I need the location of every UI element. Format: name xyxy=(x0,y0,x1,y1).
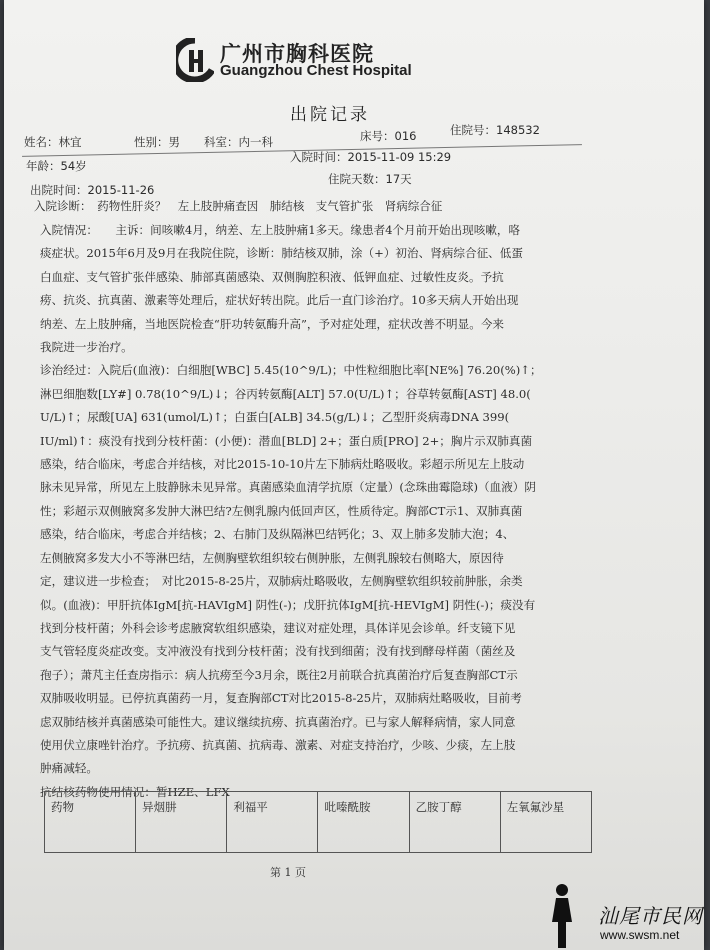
body-line: 孢子）；萧芃主任查房指示：病人抗痨至今3月余，既往2月前联合抗真菌治疗后复查胸部CT示 xyxy=(40,667,518,682)
inpatient-number: 住院号：148532 xyxy=(450,123,540,137)
tb-drug-table xyxy=(44,791,592,853)
body-line: 入院情况： 主诉：间咳嗽4月，纳差、左上肢肿痛1多天。缘患者4个月前开始出现咳嗽，咯 xyxy=(40,223,521,237)
body-line: 性；彩超示双侧腋窝多发肿大淋巴结?左侧乳腺内低回声区，性质待定。胸部CT示1、双肺真菌 xyxy=(40,503,523,518)
body-line: 痨、抗炎、抗真菌、激素等处理后，症状好转出院。此后一直门诊治疗。10多天病人开始出现 xyxy=(40,293,519,308)
body-line: 使用伏立康唑针治疗。予抗痨、抗真菌、抗病毒、激素、对症支持治疗，少咳、少痰，左上肢 xyxy=(40,737,516,752)
body-line: 找到分枝杆菌；外科会诊考虑腋窝软组织感染，建议对症处理，具体详见会诊单。纤支镜下见 xyxy=(40,620,516,635)
patient-name: 姓名：林宜 xyxy=(24,135,82,149)
body-line: 感染，结合临床，考虑合并结核，对比2015-10-10片左下肺病灶略吸收。彩超示所见左上肢动 xyxy=(40,457,525,472)
body-line: 淋巴细胞数[LY#] 0.78(10^9/L)↓；谷丙转氨酶[ALT] 57.0(U/L)↑；谷草转氨酶[AST] 48.0( xyxy=(40,386,531,401)
body-line: IU/ml)↑：痰没有找到分枝杆菌：(小便)：潜血[BLD] 2+；蛋白质[PRO] 2+；胸片示双肺真菌 xyxy=(40,433,533,448)
document-title: 出院记录 xyxy=(290,105,370,125)
table-row xyxy=(45,792,592,853)
hospital-name-en: Guangzhou Chest Hospital xyxy=(220,62,412,79)
body-line: 肿痛减轻。 xyxy=(40,761,98,776)
body-line: 我院进一步治疗。 xyxy=(40,340,133,355)
record-body xyxy=(40,219,586,804)
discharge-time: 出院时间：2015-11-26 xyxy=(30,183,155,197)
body-line: 左侧腋窝多发大小不等淋巴结，左侧胸壁软组织较右侧肿胀，左侧乳腺较右侧略大，原因待 xyxy=(40,550,504,565)
admit-time: 入院时间：2015-11-09 15:29 xyxy=(290,150,452,164)
body-line: 感染，结合临床，考虑合并结核；2、右肺门及纵隔淋巴结钙化；3、双上肺多发肺大泡；4、 xyxy=(40,527,515,542)
body-line: 纳差、左上肢肿痛，当地医院检查“肝功转氨酶升高”，予对症处理，症状改善不明显。今来 xyxy=(40,316,505,331)
body-line: 脉未见异常，所见左上肢静脉未见异常。真菌感染血清学抗原（定量）(念珠曲霉隐球)（血液）阴 xyxy=(40,480,536,495)
patient-dept: 科室：内一科 xyxy=(204,135,273,149)
patient-age: 年龄：54岁 xyxy=(26,159,87,173)
stay-days: 住院天数：17天 xyxy=(328,172,412,186)
patient-sex: 性别：男 xyxy=(134,135,180,149)
table-cell: 异烟肼 xyxy=(136,792,227,853)
tb-drug-usage: 抗结核药物使用情况：暂HZE、LFX xyxy=(40,784,230,799)
admission-diagnosis: 入院诊断： 药物性肝炎？ 左上肢肿痛查因 肺结核 支气管扩张 肾病综合征 xyxy=(34,199,443,213)
body-line: 诊治经过：入院后(血液)：白细胞[WBC] 5.45(10^9/L)；中性粒细胞比率[NE%] 76.20(%)↑； xyxy=(40,363,542,378)
body-line: 痰症状。2015年6月及9月在我院住院，诊断：肺结核双肺，涂（+）初治、肾病综合征、低蛋 xyxy=(40,246,523,261)
page-number: 第 1 页 xyxy=(270,866,306,879)
table-cell: 药物 xyxy=(45,792,136,853)
table-cell: 左氧氟沙星 xyxy=(500,792,591,853)
hospital-logo-icon xyxy=(176,38,214,82)
watermark-text: 汕尾市民网 xyxy=(598,904,703,928)
table-cell: 利福平 xyxy=(227,792,318,853)
body-line: 定，建议进一步检查； 对比2015-8-25片，双肺病灶略吸收，左侧胸壁软组织较前肿胀，余类 xyxy=(40,574,523,589)
body-line: 白血症、支气管扩张伴感染、肺部真菌感染、双侧胸腔积液、低钾血症、过敏性皮炎。予抗 xyxy=(40,269,504,284)
patient-bed: 床号：016 xyxy=(360,129,417,143)
body-line: 似。(血液)：甲肝抗体IgM[抗-HAVIgM] 阴性(-)；戊肝抗体IgM[抗-HEVIgM] 阴性(-)；痰没有 xyxy=(40,597,536,612)
hospital-name-cn: 广州市胸科医院 xyxy=(220,42,374,66)
watermark-url: www.swsm.net xyxy=(600,928,680,942)
table-cell: 乙胺丁醇 xyxy=(409,792,500,853)
table-cell: 吡嗪酰胺 xyxy=(318,792,409,853)
discharge-record-paper xyxy=(4,0,704,950)
body-line: 双肺吸收明显。已停抗真菌药一月，复查胸部CT对比2015-8-25片，双肺病灶略吸收，目前考 xyxy=(40,691,522,706)
body-line: U/L)↑；尿酸[UA] 631(umol/L)↑；白蛋白[ALB] 34.5(g/L)↓；乙型肝炎病毒DNA 399( xyxy=(40,410,510,425)
body-line: 虑双肺结核并真菌感染可能性大。建议继续抗痨、抗真菌治疗。已与家人解释病情，家人同意 xyxy=(40,714,516,729)
body-line: 支气管轻度炎症改变。支冲液没有找到分枝杆菌；没有找到细菌；没有找到酵母样菌（菌丝及 xyxy=(40,644,516,659)
